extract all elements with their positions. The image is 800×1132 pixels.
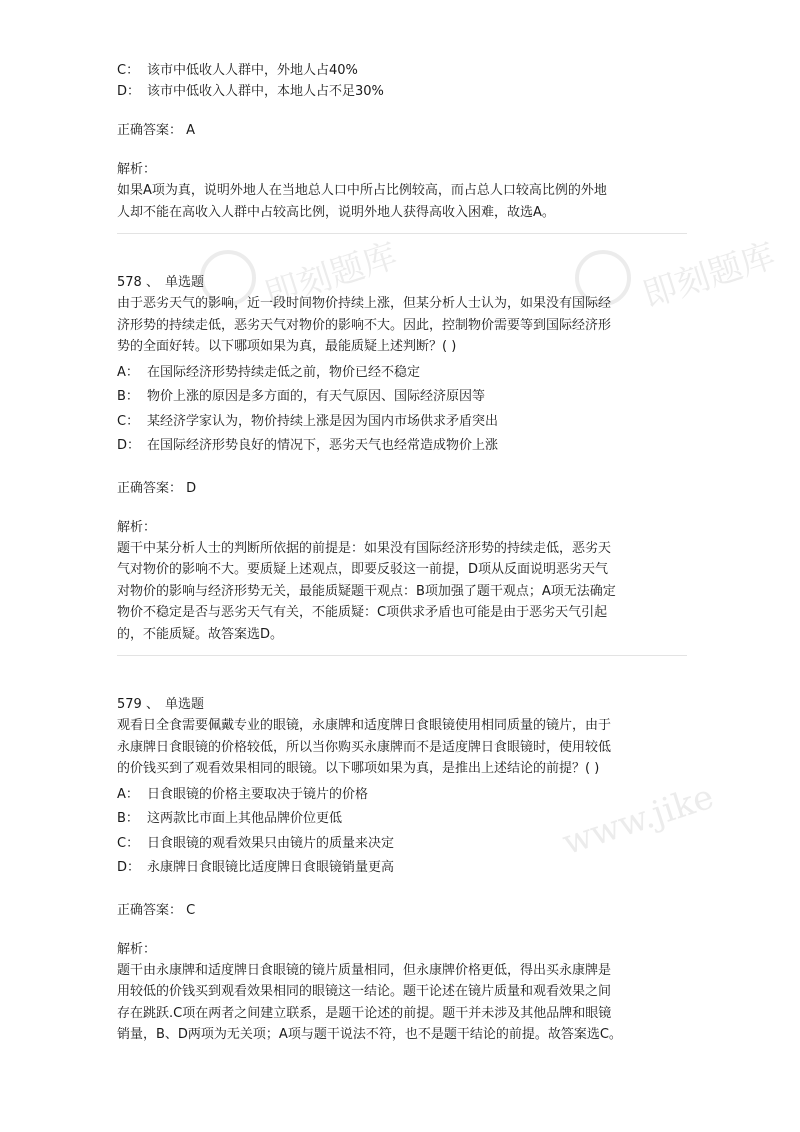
- analysis-label: 解析：: [117, 162, 157, 177]
- analysis-text: 题干由永康牌和适度牌日食眼镜的镜片质量相同，但永康牌价格更低，得出买永康牌是 用较低的价钱买到观看效果相同的眼镜这一结论。题干论述在镜片质量和观看效果之间 存在跳跃.C项在两者之间建立联系，是题干论述的前提。题干并未涉及其他品牌和眼镜 销量，B、D两项为无关项；A项与题干说法不符，也不是题干结论的前提。故答案选C。: [117, 962, 622, 1042]
- watermark-brand: 即刻题库: [638, 235, 780, 316]
- option-a: A： 在国际经济形势持续走低之前，物价已经不稳定: [117, 364, 421, 380]
- question-header: 578 、 单选题: [117, 275, 204, 290]
- answer-line: 正确答案： D: [117, 480, 197, 496]
- question-stem: 由于恶劣天气的影响，近一段时间物价持续上涨，但某分析人士认为，如果没有国际经 济形势的持续走低，恶劣天气对物价的影响不大。因此，控制物价需要等到国际经济形 势的全面好转。以下哪项如果为真，最能质疑上述判断？( ): [117, 296, 612, 354]
- option-d: D： 在国际经济形势良好的情况下，恶劣天气也经常造成物价上涨: [117, 438, 499, 453]
- option-b: B： 物价上涨的原因是多方面的，有天气原因、国际经济原因等: [117, 389, 486, 404]
- analysis-text: 题干中某分析人士的判断所依据的前提是：如果没有国际经济形势的持续走低，恶劣天 气对物价的影响不大。要质疑上述观点，即要反驳这一前提，D项从反面说明恶劣天气 对物价的影响与经济形势无关，最能质疑题干观点：B项加强了题干观点；A项无法确定 物价不稳定是否与恶劣天气有关，不能质疑：C项供求矛盾也可能是由于恶劣天气引起 的，不能质疑。故答案选D。: [117, 540, 616, 642]
- answer-value: C: [186, 902, 196, 918]
- question-stem: 观看日全食需要佩戴专业的眼镜，永康牌和适度牌日食眼镜使用相同质量的镜片，由于 永康牌日食眼镜的价格较低，所以当你购买永康牌而不是适度牌日食眼镜时，使用较低 的价钱买到了观看效果相同的眼镜。以下哪项如果为真，是推出上述结论的前提？( ): [117, 718, 612, 776]
- watermark-brand: 即刻题库: [260, 235, 402, 316]
- option-c: C： 日食眼镜的观看效果只由镜片的质量来决定: [117, 835, 395, 851]
- prev-question: [117, 60, 687, 223]
- option-c: C： 该市中低收人人群中，外地人占40%: [117, 63, 358, 78]
- analysis-text: 如果A项为真，说明外地人在当地总人口中所占比例较高，而占总人口较高比例的外地 人却不能在高收入人群中占较高比例，说明外地人获得高收入困难，故选A。: [117, 183, 607, 220]
- analysis-label: 解析：: [117, 519, 157, 535]
- option-d: D： 该市中低收入人群中，本地人占不足30%: [117, 84, 384, 99]
- option-d: D： 永康牌日食眼镜比适度牌日食眼镜销量更高: [117, 860, 395, 875]
- answer-value: D: [186, 480, 197, 496]
- document-page: [117, 0, 687, 1046]
- option-a: A： 日食眼镜的价格主要取决于镜片的价格: [117, 786, 369, 802]
- question-header: 579 、 单选题: [117, 697, 204, 712]
- watermark-site: www.jike: [557, 776, 719, 864]
- answer-line: 正确答案： C: [117, 902, 196, 918]
- question-579: [117, 694, 687, 1046]
- option-b: B： 这两款比市面上其他品牌价位更低: [117, 811, 343, 826]
- answer-line: 正确答案： A: [117, 123, 196, 138]
- answer-value: A: [186, 123, 196, 138]
- option-c: C： 某经济学家认为，物价持续上涨是因为国内市场供求矛盾突出: [117, 413, 499, 429]
- analysis-label: 解析：: [117, 941, 157, 957]
- question-578: [117, 272, 687, 645]
